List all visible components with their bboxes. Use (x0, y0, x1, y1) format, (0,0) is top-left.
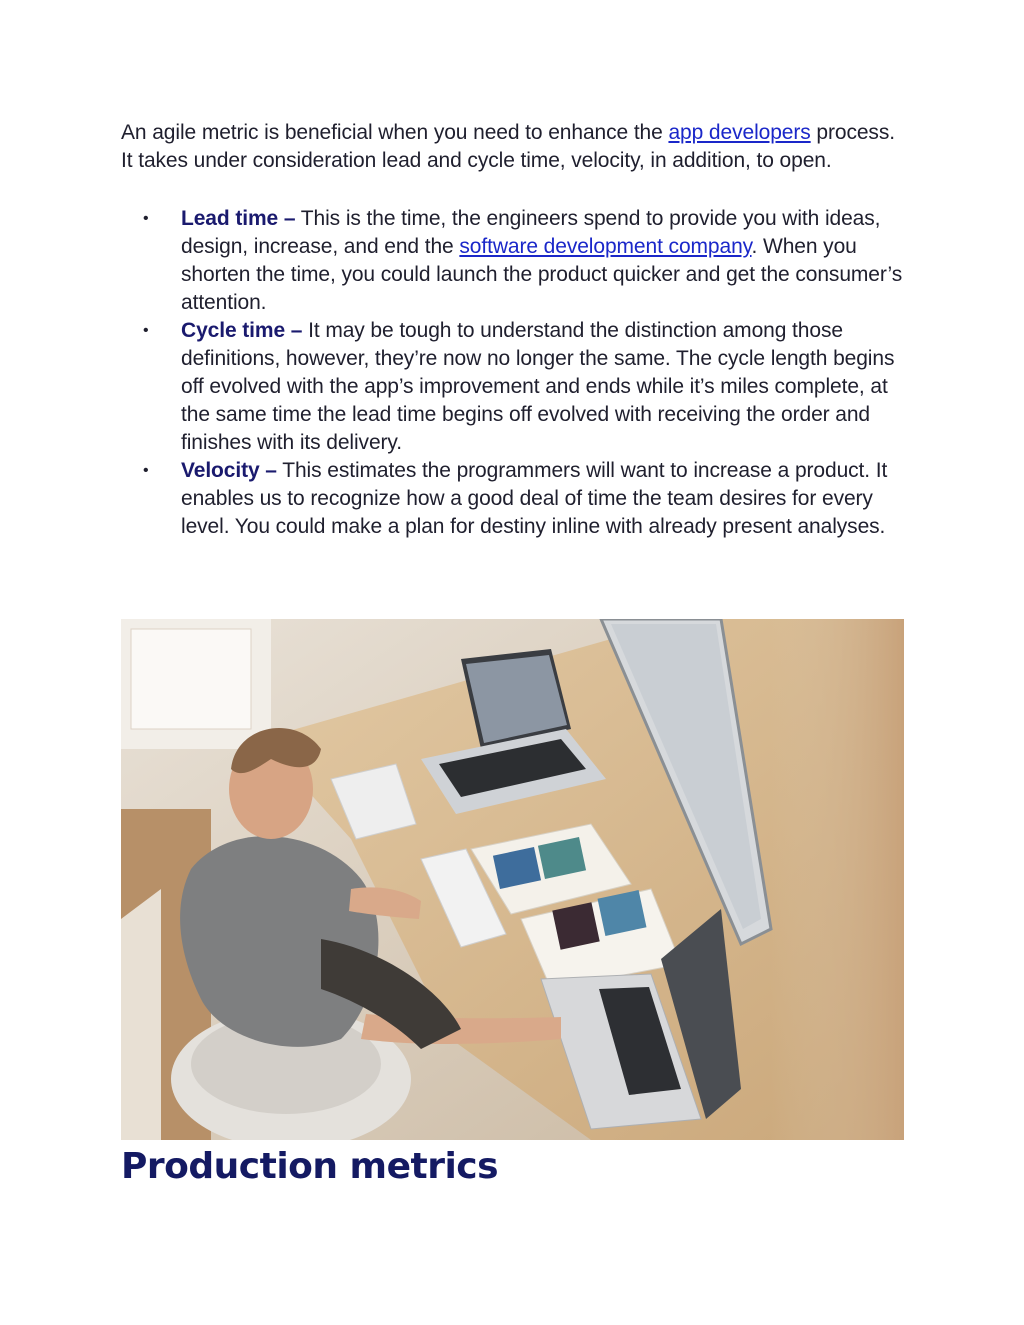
bullet-icon: • (143, 322, 149, 339)
lead-time-text-before: This is the time, the engineers spend to provide you with ideas, design, increase, and end the (181, 207, 881, 258)
bullet-icon: • (143, 462, 149, 479)
bullet-icon: • (143, 210, 149, 227)
workspace-illustration (121, 619, 904, 1140)
lead-time-text-after: . When you shorten the time, you could launch the product quicker and get the consumer’s attention. (181, 235, 903, 314)
software-development-company-link[interactable]: software development company (459, 235, 752, 258)
intro-text-after: process. It takes under consideration lead and cycle time, velocity, in addition, to open. (121, 121, 895, 172)
agile-metrics-list (121, 205, 911, 541)
term-cycle-time: Cycle time – (181, 319, 303, 342)
list-item-cycle-time (121, 317, 911, 457)
term-velocity: Velocity – (181, 459, 277, 482)
intro-paragraph (121, 119, 911, 175)
app-developers-link[interactable]: app developers (668, 121, 811, 144)
article-body (121, 119, 911, 541)
intro-text-before: An agile metric is beneficial when you need to enhance the (121, 121, 669, 144)
term-lead-time: Lead time – (181, 207, 296, 230)
velocity-text: This estimates the programmers will want to increase a product. It enables us to recognize how a good deal of time the team desires for every level. You could make a plan for destiny inline with already present analyses. (181, 459, 888, 538)
cycle-time-text: It may be tough to understand the distinction among those definitions, however, they’re now no longer the same. The cycle length begins off evolved with the app’s improvement and ends while it’s miles complete, at the same time the lead time begins off evolved with receiving the order and finishes with its delivery. (181, 319, 895, 454)
developer-workspace-photo (121, 619, 904, 1140)
list-item-lead-time (121, 205, 911, 317)
list-item-velocity (121, 457, 911, 541)
section-heading: Production metrics (121, 1146, 499, 1187)
